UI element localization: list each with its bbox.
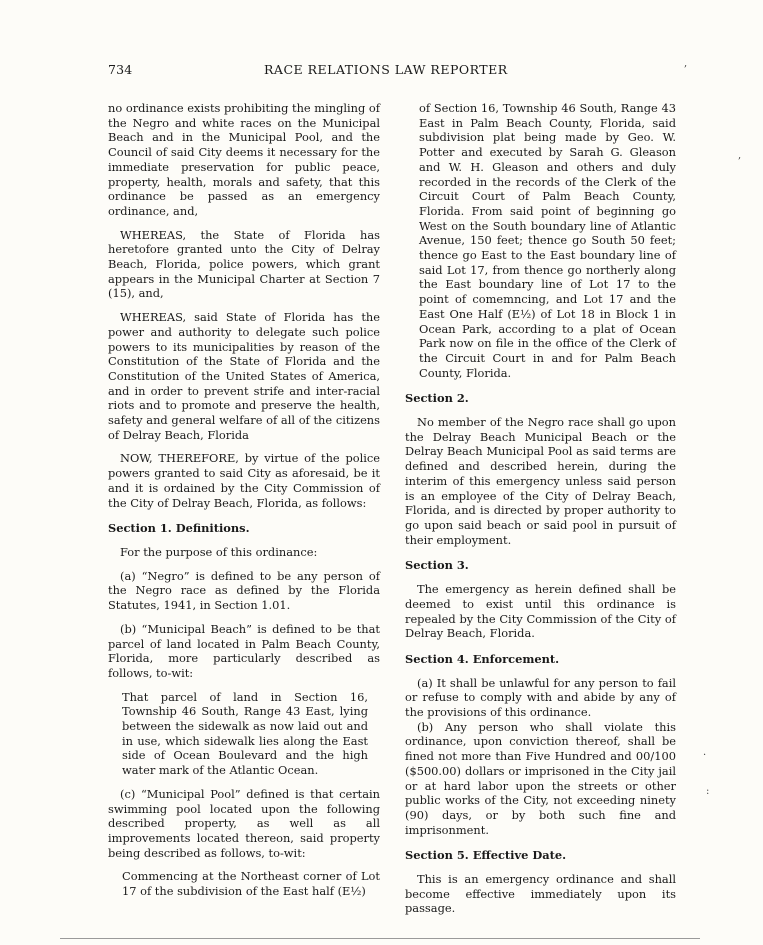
- section-heading: Section 1. Definitions.: [108, 521, 250, 536]
- page-header: [108, 62, 682, 82]
- right-column: [405, 101, 676, 925]
- paragraph: (a) It shall be unlawful for any person to fail or refuse to comply with and abide by any of the provisions of this ordinance.: [405, 675, 676, 720]
- paragraph: The emergency as herein defined shall be deemed to exist until this ordinance is repealed by the City Commission of the City of Delray Beach, Florida.: [405, 582, 676, 641]
- scan-speck: :: [706, 786, 710, 797]
- scan-speck: ·: [703, 750, 707, 761]
- section-heading: Section 3.: [405, 558, 469, 573]
- paragraph: (b) “Municipal Beach” is defined to be that parcel of land located in Palm Beach County, Florida, more particularly described as follows, to-wit:: [108, 621, 380, 680]
- page-number: 734: [108, 62, 133, 77]
- scan-speck: ,: [684, 58, 688, 69]
- paragraph: (c) “Municipal Pool” defined is that certain swimming pool located upon the following described property, as well as all improvements located thereon, said property being described as follows, to-wit:: [108, 786, 380, 860]
- paragraph: This is an emergency ordinance and shall become effective immediately upon its passage.: [405, 872, 676, 916]
- property-description: Commencing at the Northeast corner of Lot 17 of the subdivision of the East half (E½): [122, 869, 380, 899]
- paragraph: (b) Any person who shall violate this ordinance, upon conviction thereof, shall be fined not more than Five Hundred and 00/100 ($500.00) dollars or imprisoned in the City jail or at hard labor upon the streets or other public works of the City, not exceeding ninety (90) days, or by both such fine and imprisonment.: [405, 719, 676, 837]
- paragraph: WHEREAS, the State of Florida has heretofore granted unto the City of Delray Beach, Florida, police powers, which grant appears in the Municipal Charter at Section 7 (15), and,: [108, 227, 380, 301]
- paragraph: No member of the Negro race shall go upon the Delray Beach Municipal Beach or the Delray Beach Municipal Pool as said terms are defined and described herein, during the interim of this emergency unless said person is an employee of the City of Delray Beach, Florida, and is directed by proper authority to go upon said beach or said pool in pursuit of their employment.: [405, 415, 676, 547]
- bottom-scan-line: [60, 938, 700, 939]
- paragraph: NOW, THEREFORE, by virtue of the police powers granted to said City as aforesaid, be it and it is ordained by the City Commission of the City of Delray Beach, Florida, as follows:: [108, 451, 380, 510]
- paragraph: (a) “Negro” is defined to be any person of the Negro race as defined by the Florida Statutes, 1941, in Section 1.01.: [108, 568, 380, 613]
- paragraph: no ordinance exists prohibiting the mingling of the Negro and white races on the Municipal Beach and in the Municipal Pool, and the Council of said City deems it necessary for the immediate preservation for public peace, property, health, morals and safety, that this ordinance be passed as an emergency ordinance, and,: [108, 101, 380, 218]
- running-title: RACE RELATIONS LAW REPORTER: [264, 62, 508, 77]
- property-description: of Section 16, Township 46 South, Range 43 East in Palm Beach County, Florida, said subdivision plat being made by Geo. W. Potter and executed by Sarah G. Gleason and W. H. Gleason and others and duly recorded in the records of the Clerk of the Circuit Court of Palm Beach County, Florida. From said point of beginning go West on the South boundary line of Atlantic Avenue, 150 feet; thence go South 50 feet; thence go East to the East boundary line of said Lot 17, from thence go northerly along the East boundary line of Lot 17 to the point of comemncing, and Lot 17 and the East One Half (E½) of Lot 18 in Block 1 in Ocean Park, according to a plat of Ocean Park now on file in the office of the Clerk of the Circuit Court in and for Palm Beach County, Florida.: [419, 101, 676, 380]
- section-heading: Section 2.: [405, 391, 469, 406]
- section-heading: Section 5. Effective Date.: [405, 848, 567, 863]
- section-heading: Section 4. Enforcement.: [405, 651, 560, 666]
- property-description: That parcel of land in Section 16, Township 46 South, Range 43 East, lying between the sidewalk as now laid out and in use, which sidewalk lies along the East side of Ocean Boulevard and the high water mark of the Atlantic Ocean.: [122, 689, 368, 778]
- left-column: [108, 101, 380, 908]
- paragraph: For the purpose of this ordinance:: [120, 544, 318, 559]
- scan-speck: ,: [738, 150, 742, 161]
- paragraph: WHEREAS, said State of Florida has the power and authority to delegate such police powers to its municipalities by reason of the Constitution of the State of Florida and the Constitution of the United States of America, and in order to prevent strife and inter-racial riots and to promote and preserve the health, safety and general welfare of all of the citizens of Delray Beach, Florida: [108, 310, 380, 442]
